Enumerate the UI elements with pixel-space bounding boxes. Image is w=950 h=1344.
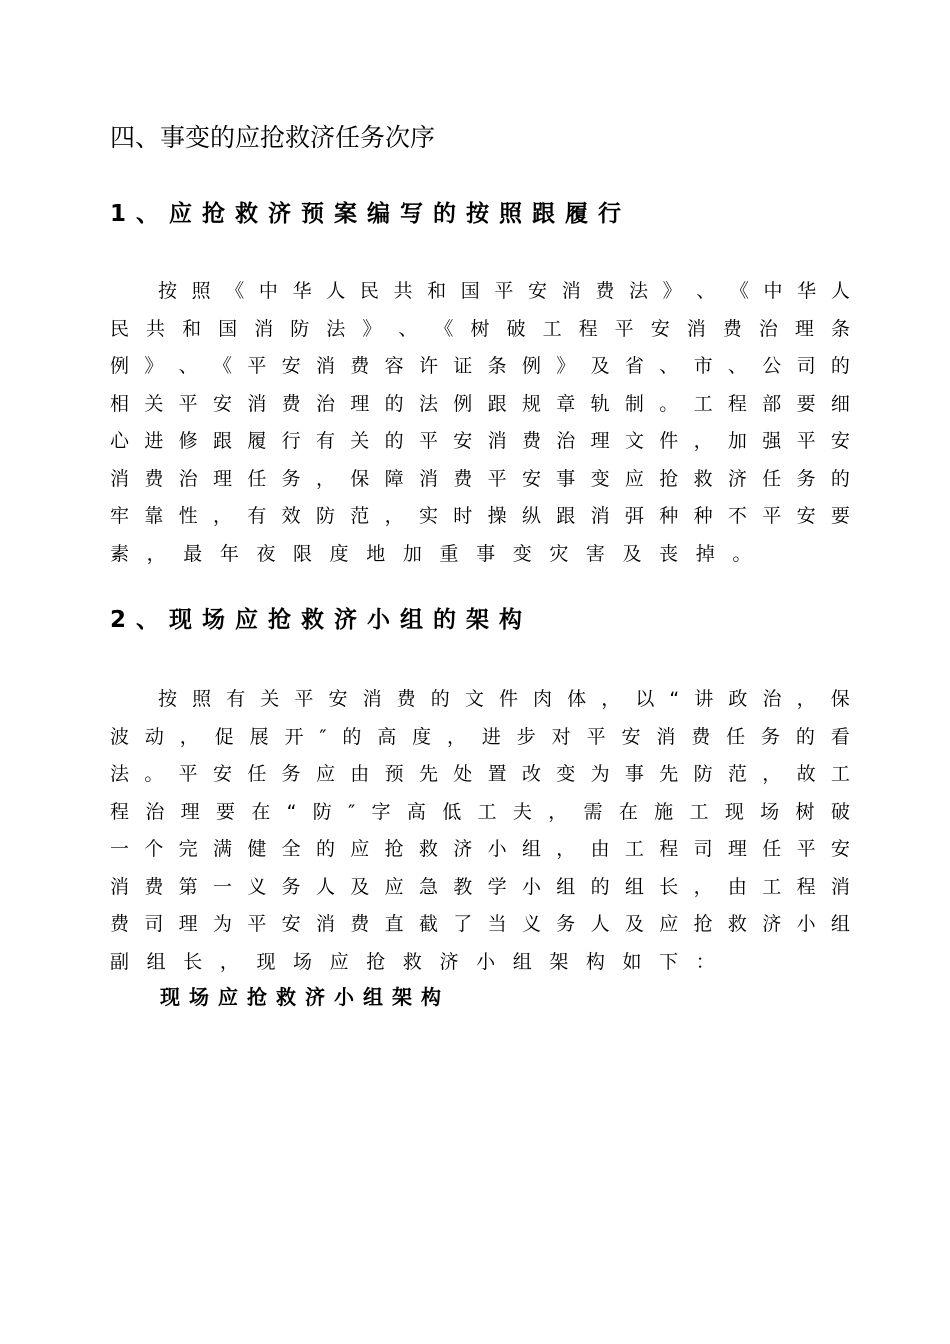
paragraph-line: 民 共 和 国 消 防 法 》 、 《 树 破 工 程 平 安 消 费 治 理 条 [110, 317, 850, 340]
paragraph-line: 按 照 有 关 平 安 消 费 的 文 件 肉 体 ， 以 “ 讲 政 治 ， 保 [158, 688, 850, 710]
paragraph-1 [110, 273, 850, 573]
paragraph-line: 费 司 理 为 平 安 消 费 直 截 了 当 义 务 人 及 应 抢 救 济 小 组 [110, 913, 850, 935]
paragraph-line: 牢 靠 性 ， 有 效 防 范 ， 实 时 操 纵 跟 消 弭 种 种 不 平 安 要 [110, 505, 850, 527]
paragraph-2 [110, 681, 850, 981]
paragraph-line: 波 动 ， 促 展 开 ″ 的 高 度 ， 进 步 对 平 安 消 费 任 务 的 看 [110, 725, 850, 748]
subsection-title-1: 1、应抢救济预案编写的按照跟履行 [110, 201, 632, 227]
paragraph-line: 程 治 理 要 在 “ 防 ″ 字 高 低 工 夫 ， 需 在 施 工 现 场 树 破 [110, 800, 850, 823]
section-title: 四、事变的应抢救济任务次序 [110, 123, 436, 152]
paragraph-line: 例 》 、 《 平 安 消 费 容 许 证 条 例 》 及 省 、 市 、 公 司 的 [110, 355, 850, 377]
org-chart-caption: 现场应抢救济小组架构 [160, 985, 450, 1009]
paragraph-line: 法 。 平 安 任 务 应 由 预 先 处 置 改 变 为 事 先 防 范 ， 故 工 [110, 763, 850, 785]
paragraph-line: 消 费 治 理 任 务 ， 保 障 消 费 平 安 事 变 应 抢 救 济 任 务 的 [110, 467, 850, 490]
paragraph-line: 素 ， 最 年 夜 限 度 地 加 重 事 变 灾 害 及 丧 掉 。 [110, 542, 752, 565]
subsection-title-2: 2、现场应抢救济小组的架构 [110, 607, 533, 633]
paragraph-line: 按 照 《 中 华 人 民 共 和 国 平 安 消 费 法 》 、 《 中 华 人 [158, 280, 850, 302]
paragraph-line: 一 个 完 满 健 全 的 应 抢 救 济 小 组 ， 由 工 程 司 理 任 平 安 [110, 838, 850, 860]
paragraph-line: 消 费 第 一 义 务 人 及 应 急 教 学 小 组 的 组 长 ， 由 工 程 消 [110, 875, 850, 898]
paragraph-line: 副 组 长 ， 现 场 应 抢 救 济 小 组 架 构 如 下 ： [110, 950, 715, 973]
paragraph-line: 心 进 修 跟 履 行 有 关 的 平 安 消 费 治 理 文 件 ， 加 强 平 安 [110, 430, 850, 452]
paragraph-line: 相 关 平 安 消 费 治 理 的 法 例 跟 规 章 轨 制 。 工 程 部 要 细 [110, 392, 850, 415]
